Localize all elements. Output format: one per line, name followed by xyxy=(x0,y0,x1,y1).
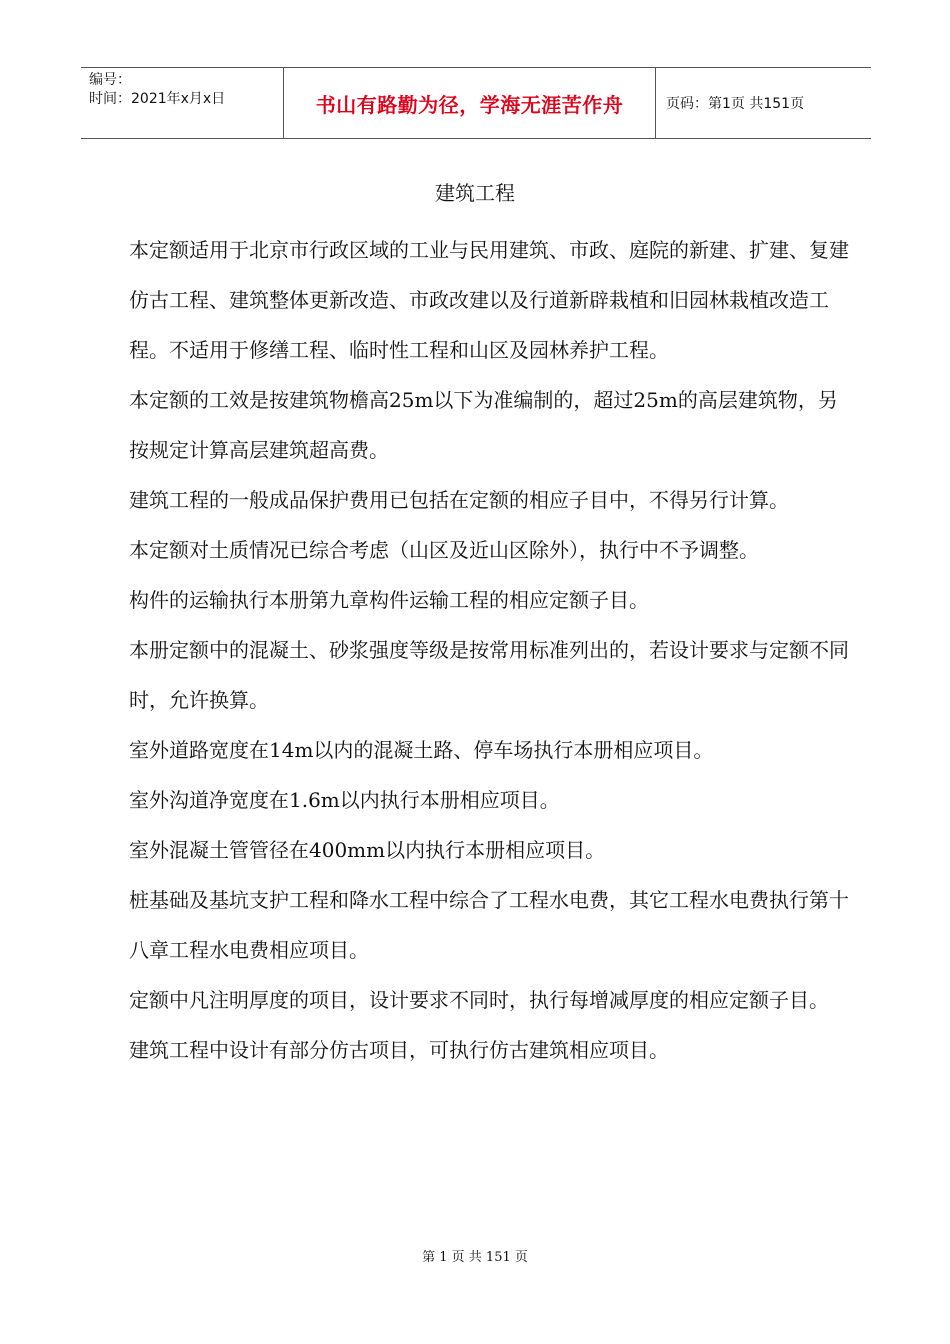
paragraph: 定额中凡注明厚度的项目，设计要求不同时，执行每增减厚度的相应定额子目。 xyxy=(129,988,829,1012)
header-motto-cell xyxy=(283,68,656,138)
paragraph: 桩基础及基坑支护工程和降水工程中综合了工程水电费，其它工程水电费执行第十八章工程水电费相应项目。 xyxy=(129,888,849,962)
document-title: 建筑工程 xyxy=(435,181,515,205)
paragraph: 室外混凝土管管径在400mm以内执行本册相应项目。 xyxy=(129,838,606,862)
page-footer: 第 1 页 共 151 页 xyxy=(422,1250,528,1265)
document-body xyxy=(129,225,849,1075)
paragraph: 构件的运输执行本册第九章构件运输工程的相应定额子目。 xyxy=(129,588,649,612)
header-meta xyxy=(81,68,283,138)
paragraph: 建筑工程的一般成品保护费用已包括在定额的相应子目中，不得另行计算。 xyxy=(129,488,789,512)
motto-text: 书山有路勤为径，学海无涯苦作舟 xyxy=(315,92,624,117)
paragraph: 本定额适用于北京市行政区域的工业与民用建筑、市政、庭院的新建、扩建、复建仿古工程、建筑整体更新改造、市政改建以及行道新辟栽植和旧园林栽植改造工程。不适用于修缮工程、临时性工程和山区及园林养护工程。 xyxy=(129,238,849,362)
paragraph: 建筑工程中设计有部分仿古项目，可执行仿古建筑相应项目。 xyxy=(129,1038,669,1062)
document-header xyxy=(81,67,871,139)
paragraph: 室外道路宽度在14m以内的混凝土路、停车场执行本册相应项目。 xyxy=(129,738,714,762)
paragraph: 本册定额中的混凝土、砂浆强度等级是按常用标准列出的，若设计要求与定额不同时，允许换算。 xyxy=(129,638,849,712)
paragraph: 本定额对土质情况已综合考虑（山区及近山区除外），执行中不予调整。 xyxy=(129,538,759,562)
code-label: 编号： xyxy=(89,72,131,88)
paragraph: 本定额的工效是按建筑物檐高25m以下为准编制的，超过25m的高层建筑物，另按规定计算高层建筑超高费。 xyxy=(129,388,838,462)
paragraph: 室外沟道净宽度在1.6m以内执行本册相应项目。 xyxy=(129,788,560,812)
time-label: 时间：2021年x月x日 xyxy=(89,91,226,107)
header-page-info: 页码：第1页 共151页 xyxy=(666,96,805,112)
